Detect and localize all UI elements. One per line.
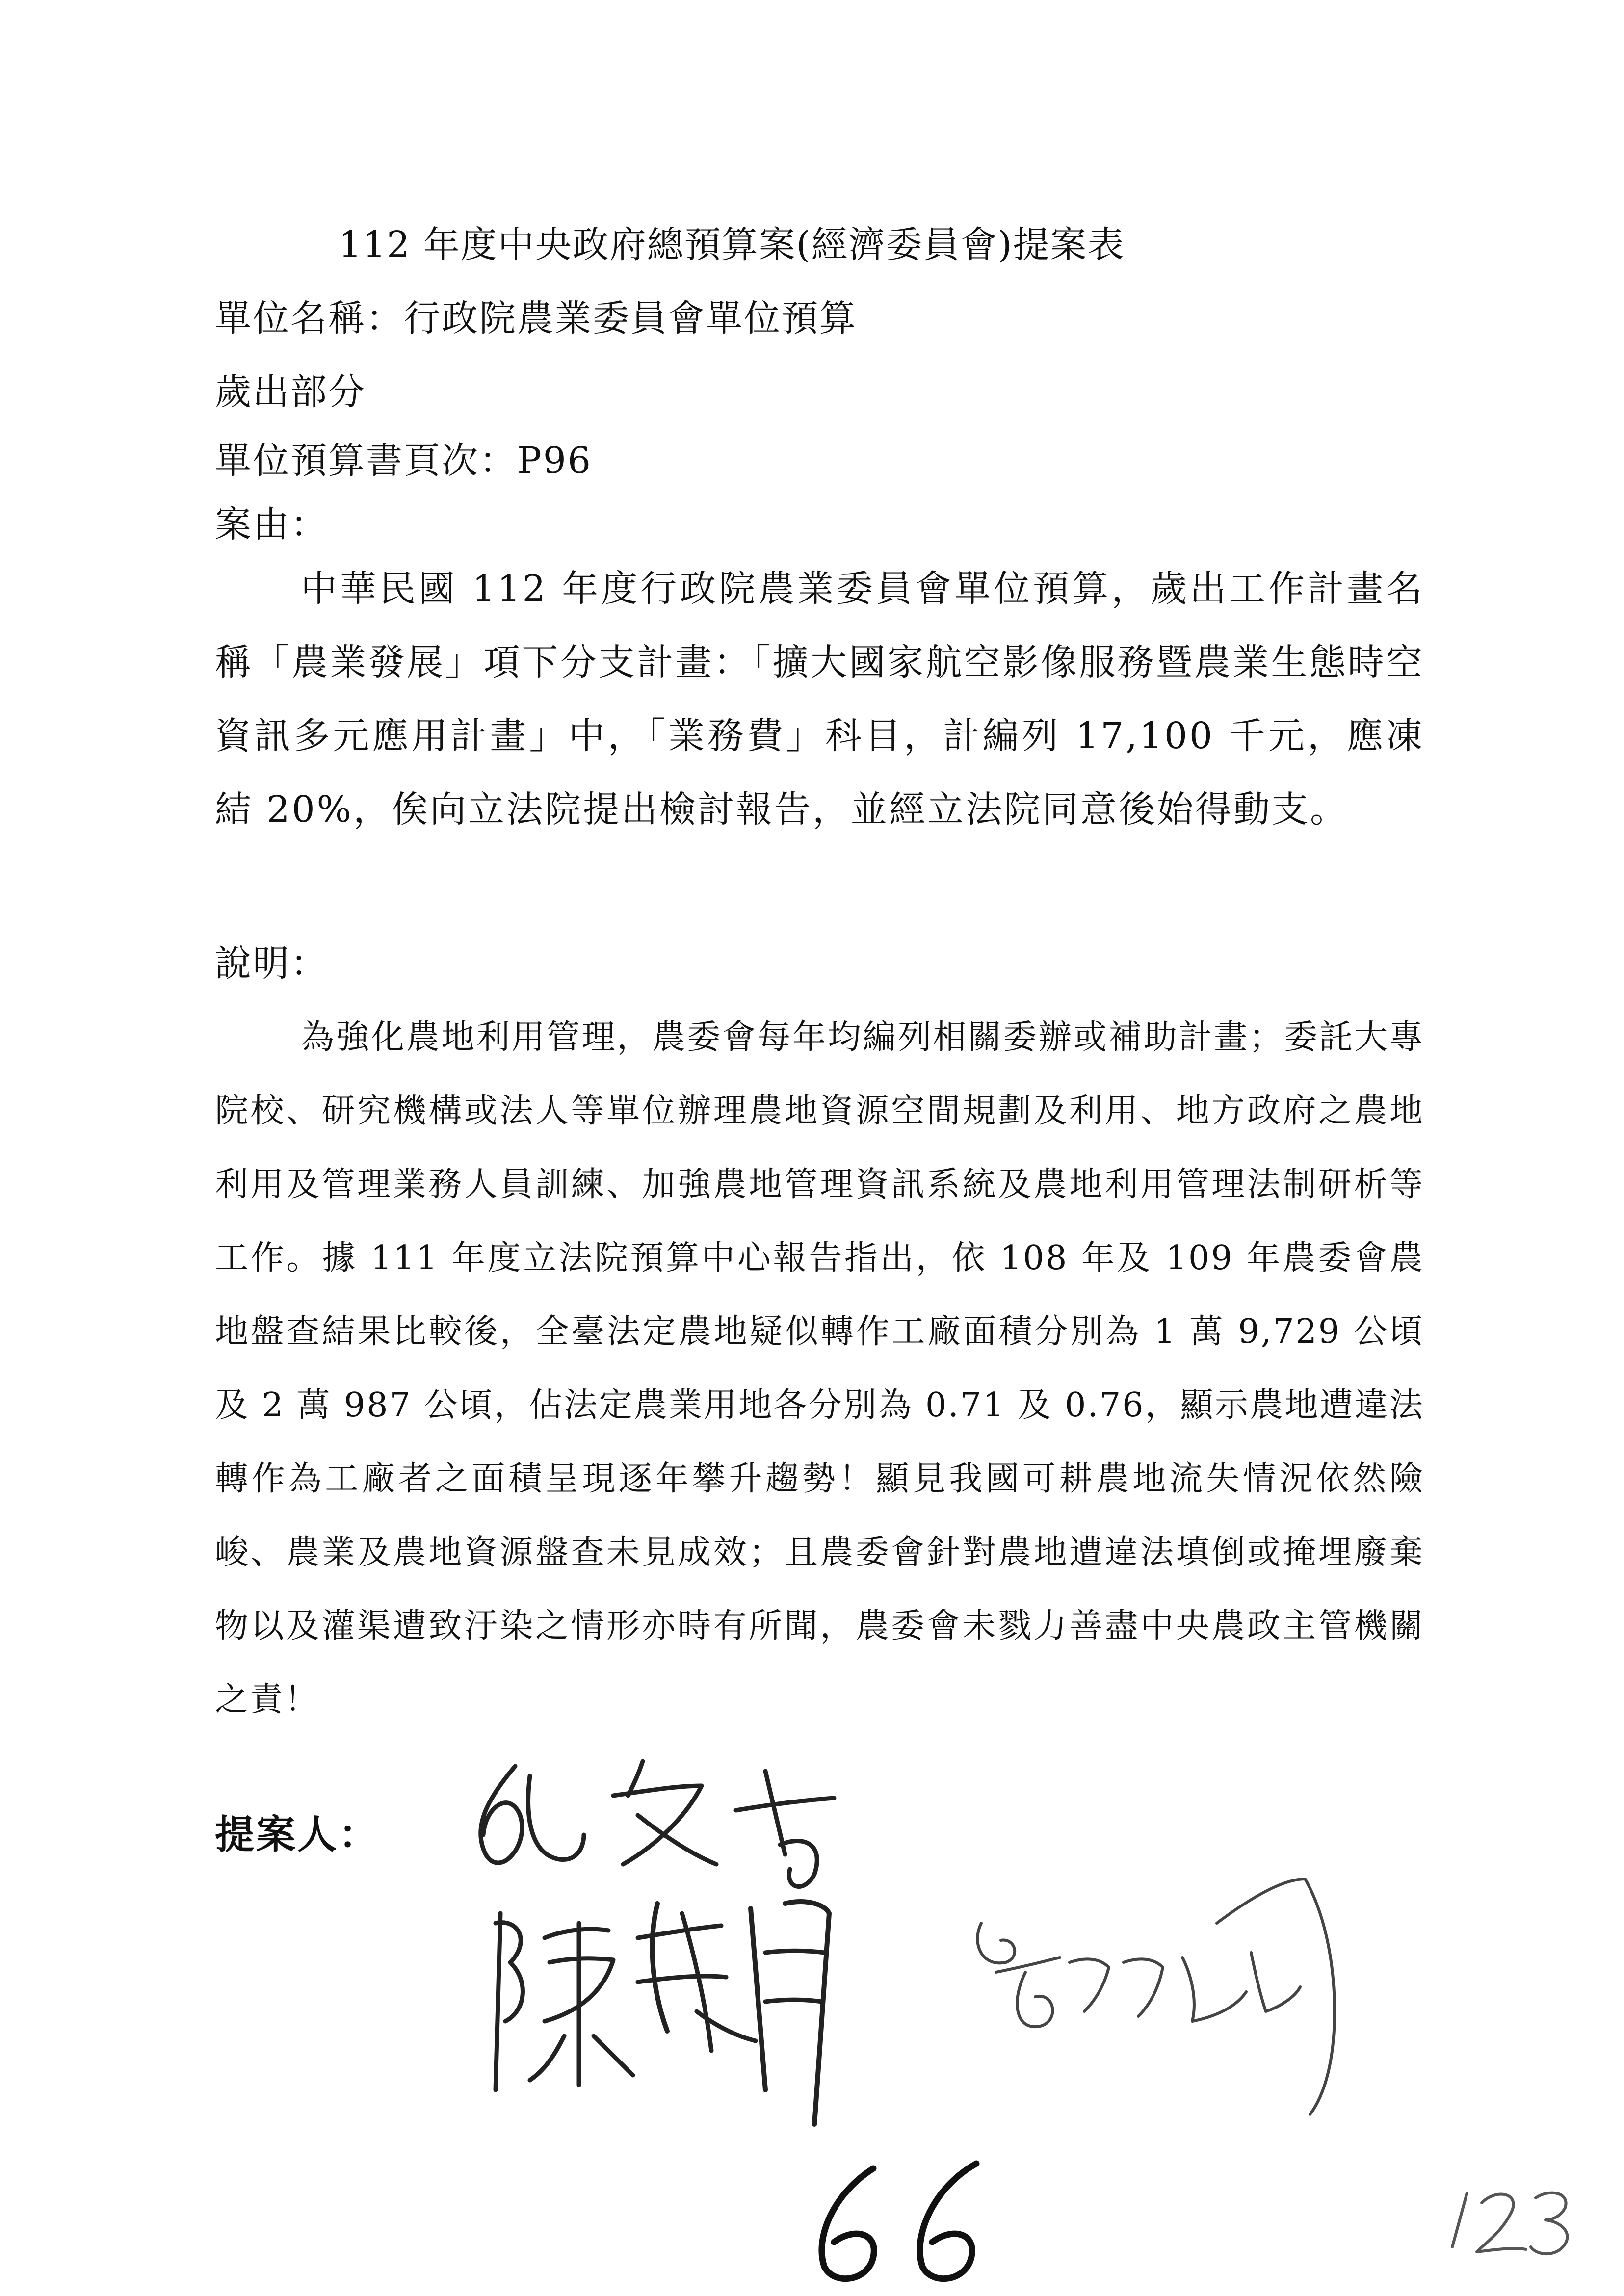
explanation-body: 為強化農地利用管理，農委會每年均編列相關委辦或補助計畫；委託大專院校、研究機構或法人等單位辦理農地資源空間規劃及利用、地方政府之農地利用及管理業務人員訓練、加強農地管理資訊系統及農地利用管理法制研析等工作。據 111 年度立法院預算中心報告指出，依 108 年及 109 年農委會農地盤查結果比較後，全臺法定農地疑似轉作工廠面積分別為 1 萬 9,729 公頃及 2 萬 987 公頃，佔法定農業用地各分別為 0.71 及 0.76，顯示農地遭違法轉作為工廠者之面積呈現逐年攀升趨勢！顯見我國可耕農地流失情況依然險峻、農業及農地資源盤查未見成效；且農委會針對農地遭違法填倒或掩埋廢棄物以及灌渠遭致汙染之情形亦時有所聞，農委會未戮力善盡中央農政主管機關之責！ bbox=[215, 1018, 1424, 1719]
section-label: 歲出部分 bbox=[215, 371, 366, 413]
signature-1 bbox=[481, 1761, 834, 1886]
signature-3 bbox=[977, 1879, 1335, 2114]
handwritten-page-number bbox=[1452, 2193, 1567, 2254]
case-body: 中華民國 112 年度行政院農業委員會單位預算，歲出工作計畫名稱「農業發展」項下分支計畫：「擴大國家航空影像服務暨農業生態時空資訊多元應用計畫」中，「業務費」科目，計編列 17,100 千元，應凍結 20%，俟向立法院提出檢討報告，並經立法院同意後始得動支。 bbox=[215, 568, 1424, 831]
signature-2 bbox=[496, 1902, 829, 2124]
handwritten-number-66 bbox=[822, 2164, 976, 2279]
document-title: 112 年度中央政府總預算案(經濟委員會)提案表 bbox=[339, 224, 1125, 266]
case-heading: 案由： bbox=[215, 503, 328, 546]
explanation-heading: 說明： bbox=[215, 942, 328, 985]
unit-name: 單位名稱：行政院農業委員會單位預算 bbox=[215, 297, 857, 339]
page-reference: 單位預算書頁次：P96 bbox=[215, 440, 592, 482]
proposer-label: 提案人： bbox=[215, 1811, 380, 1857]
